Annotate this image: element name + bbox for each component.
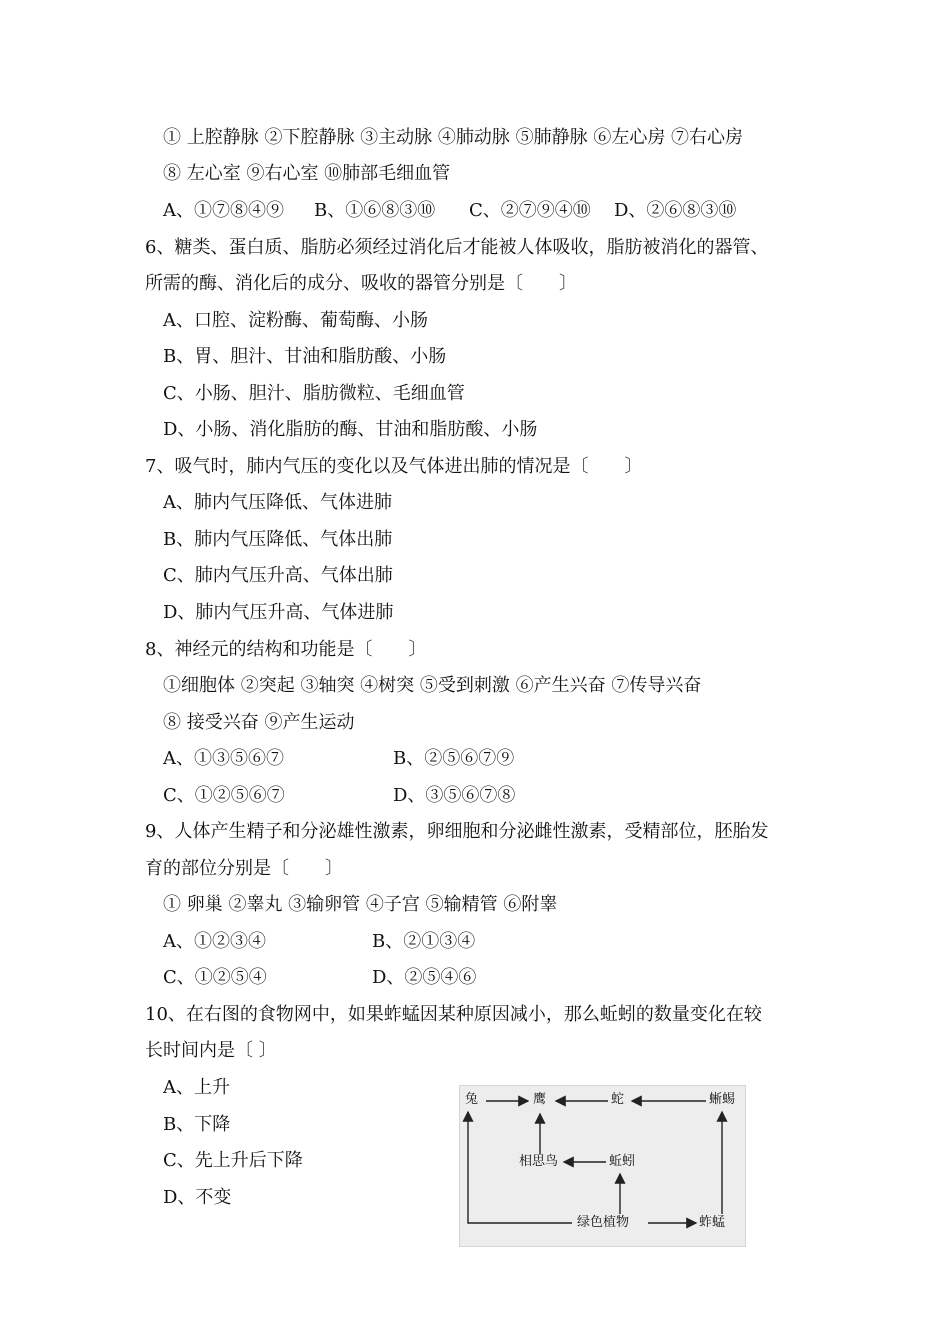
q10-option-d: D、不变	[163, 1187, 232, 1208]
node-snake: 蛇	[611, 1092, 625, 1107]
node-bird: 相思鸟	[519, 1154, 559, 1169]
q8-items-line2: ⑧ 接受兴奋 ⑨产生运动	[163, 712, 355, 733]
q6-stem-line2: 所需的酶、消化后的成分、吸收的器管分别是〔 〕	[145, 273, 577, 294]
q6-option-c: C、小肠、胆汁、脂肪微粒、毛细血管	[163, 383, 465, 404]
q5-option-a: A、①⑦⑧④⑨	[163, 200, 284, 221]
q10-option-b: B、下降	[163, 1114, 231, 1135]
q7-option-d: D、肺内气压升高、气体进肺	[163, 602, 394, 623]
q9-items: ① 卵巢 ②睾丸 ③输卵管 ④子宫 ⑤输精管 ⑥附睾	[163, 894, 558, 915]
node-earthworm: 蚯蚓	[609, 1154, 636, 1169]
node-rabbit: 兔	[465, 1092, 479, 1107]
q5-option-b: B、①⑥⑧③⑩	[314, 200, 436, 221]
q10-option-c: C、先上升后下降	[163, 1150, 303, 1171]
q8-option-d: D、③⑤⑥⑦⑧	[393, 785, 516, 806]
node-lizard: 蜥蜴	[709, 1092, 736, 1107]
node-eagle: 鹰	[533, 1092, 547, 1107]
q10-stem-line2: 长时间内是〔 〕	[145, 1040, 277, 1061]
q10-stem-line1: 10、在右图的食物网中，如果蚱蜢因某种原因减小，那么蚯蚓的数量变化在较	[145, 1004, 762, 1025]
q7-stem: 7、吸气时，肺内气压的变化以及气体进出肺的情况是〔 〕	[145, 456, 643, 477]
q6-option-b: B、胃、胆汁、甘油和脂肪酸、小肠	[163, 346, 447, 367]
q10-option-a: A、上升	[163, 1077, 230, 1098]
q7-option-a: A、肺内气压降低、气体进肺	[163, 492, 392, 513]
q8-items-line1: ①细胞体 ②突起 ③轴突 ④树突 ⑤受到刺激 ⑥产生兴奋 ⑦传导兴奋	[163, 675, 702, 696]
q6-option-a: A、口腔、淀粉酶、葡萄酶、小肠	[163, 310, 428, 331]
q8-stem: 8、神经元的结构和功能是〔 〕	[145, 639, 427, 660]
q8-option-c: C、①②⑤⑥⑦	[163, 785, 285, 806]
q5-items-line2: ⑧ 左心室 ⑨右心室 ⑩肺部毛细血管	[163, 163, 451, 184]
q7-option-b: B、肺内气压降低、气体出肺	[163, 529, 393, 550]
food-web-diagram	[459, 1085, 746, 1247]
node-plants: 绿色植物	[577, 1215, 630, 1230]
q9-stem-line2: 育的部位分别是〔 〕	[145, 858, 343, 879]
q9-option-a: A、①②③④	[163, 931, 266, 952]
q5-option-c: C、②⑦⑨④⑩	[469, 200, 591, 221]
q8-option-b: B、②⑤⑥⑦⑨	[393, 748, 515, 769]
q9-option-b: B、②①③④	[372, 931, 476, 952]
q5-items-line1: ① 上腔静脉 ②下腔静脉 ③主动脉 ④肺动脉 ⑤肺静脉 ⑥左心房 ⑦右心房	[163, 127, 744, 148]
q9-option-d: D、②⑤④⑥	[372, 967, 477, 988]
q9-stem-line1: 9、人体产生精子和分泌雄性激素，卵细胞和分泌雌性激素，受精部位，胚胎发	[145, 821, 769, 842]
q6-stem-line1: 6、糖类、蛋白质、脂肪必须经过消化后才能被人体吸收，脂肪被消化的器管、	[145, 237, 769, 258]
q9-option-c: C、①②⑤④	[163, 967, 267, 988]
q7-option-c: C、肺内气压升高、气体出肺	[163, 565, 393, 586]
node-grasshopper: 蚱蜢	[699, 1215, 726, 1230]
q8-option-a: A、①③⑤⑥⑦	[163, 748, 284, 769]
q6-option-d: D、小肠、消化脂肪的酶、甘油和脂肪酸、小肠	[163, 419, 538, 440]
q5-option-d: D、②⑥⑧③⑩	[614, 200, 737, 221]
